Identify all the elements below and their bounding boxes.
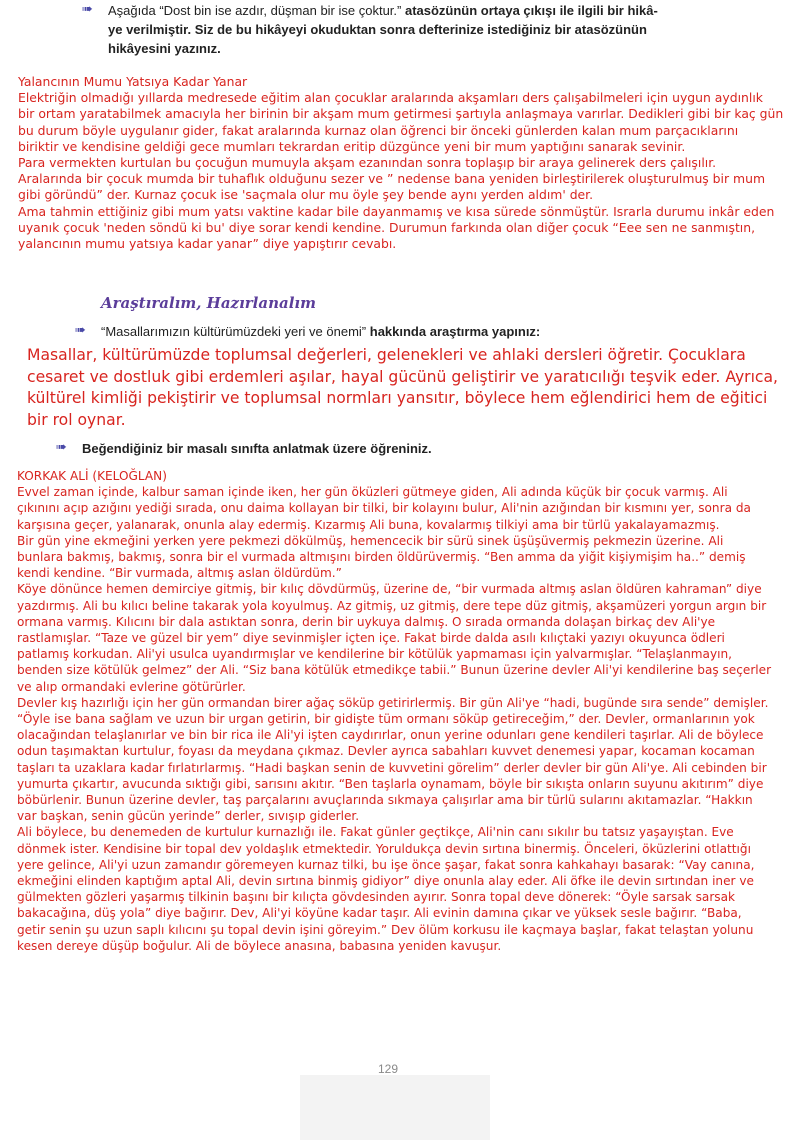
section-heading: Araştıralım, Hazırlanalım (101, 294, 316, 312)
story-2-line: Devler kış hazırlığı için her gün ormandan birer ağaç söküp getirirlermiş. Bir gün Ali'ye “hadi, bugünde sıra sende” demişler. (17, 695, 769, 710)
story-2-line: çıkınını açıp azığını yediği sırada, onu daima kollayan bir tilki, bir kolayını bulur, Ali'nin azığından bir kısmını yer, sonra da (17, 501, 751, 516)
story-1-line: Elektriğin olmadığı yıllarda medresede eğitim alan çocuklar aralarında akşamları ders çalışabilmeleri için uygun aydınlık (18, 90, 763, 106)
story-1-line: gibi göründü” der. Kurnaz çocuk ise 'saçmala olur mu öyle şey bende aynı yerden aldım' der. (18, 187, 594, 203)
story-2-line: Köye dönünce hemen demirciye gitmiş, bir kılıç dövdürmüş, üzerine de, “bir vurmada altmış aslan öldüren kahraman” diye (17, 582, 762, 597)
instruction-2 (101, 322, 540, 341)
story-2-line: kendi kendine. “Bir vurmada, altmış aslan öldürdüm.” (17, 566, 342, 581)
instruction-3: Beğendiğiniz bir masalı sınıfta anlatmak üzere öğreniniz. (82, 441, 432, 456)
story-2-line: “Öyle ise bana sağlam ve uzun bir urgan getirin, bir gidişte tüm ormanı söküp getireceğim,” der. Devler, ormanlarının yok (17, 712, 755, 727)
story-1-body (18, 90, 783, 252)
story-1-line: uyanık çocuk 'neden söndü ki bu' diye sorar kendi kendine. Durumun farkında olan diğer çocuk “Eee sen ne sanmıştın, (18, 219, 756, 235)
page-number: 129 (378, 1062, 399, 1076)
instruction-1-line: hikâyesini yazınız. (108, 41, 221, 56)
story-2-line: patlamış korkudan. Ali'yi usulca uyandırmışlar ve kendilerine bir kötülük yapmaması için yalvarmışlar. “Telaşlanmayın, (17, 647, 732, 662)
answer-line: kültürel kimliği pekiştirir ve toplumsal normları yansıtır, böylece hem eğlendirici hem de eğitici (27, 389, 768, 407)
story-1 (18, 74, 783, 252)
answer-2 (27, 345, 778, 431)
story-1-line: Para vermekten kurtulan bu çocuğun mumuyla akşam ezanından sonra toplaşıp bir araya gelinerek ders çalışılır. (18, 155, 717, 171)
story-2-line: olacağından telaşlanırlar ve bin bir rica ile Ali'yi işten caydırırlar, onun yerine odunları gene kendileri taşırlar. Ali de böylece (17, 728, 764, 743)
instruction-2-bold: hakkında araştırma yapınız: (369, 324, 541, 339)
story-2-line: bunlara bakmış, bakmış, sonra bir el vurmada altmışını birden öldürüvermiş. “Ben amma da yiğit kişiymişim ha..” demiş (17, 550, 746, 565)
story-2-line: kesen dereye düşüp boğulur. Ali de böylece anasına, babasına yeniden kavuşur. (17, 938, 502, 953)
story-1-line: bir ortam yaratabilmek amacıyla her birinin bir akşam mum getirmesi şartıyla anlaşmaya varırlar. Dedikleri gibi bir kaç gün (18, 106, 784, 122)
story-1-line: Aralarında bir çocuk mumda bir tuhaflık olduğunu sezer ve ” nedense bana yeniden birleştirilerek oluşturulmuş bir mum (18, 171, 766, 187)
story-2-line: ekmeğini elinden kaptığım aptal Ali, devin sırtına binmiş gidiyor” diye onunla alay eder. Ali öfke ile devin sırtından iner ve (17, 874, 754, 889)
story-2-line: gülmekten gözleri yaşarmış tilkinin başını bir kılıçta gövdesinden ayırır. Sonra topal deve dönerek: “Öyle sarsak sarsak (17, 890, 736, 905)
page-bottom-shade (300, 1075, 490, 1140)
story-2-line: var başkan, senin gücün yerinde” derler, sıvışıp giderler. (17, 809, 360, 824)
answer-line: cesaret ve dostluk gibi erdemleri aşılar, hayal gücünü geliştirir ve yaratıcılığı teşvik eder. Ayrıca, (27, 367, 778, 386)
story-2-line: dönmek ister. Kendisine bir topal dev yoldaşlık etmektedir. Yoruldukça devin sırtına binermiş. Önceleri, öküzlerini otlattığı (17, 841, 751, 856)
story-2-title: KORKAK ALİ (KELOĞLAN) (17, 469, 167, 483)
story-2-line: yazdırmış. Ali bu kılıcı beline takarak yola koyulmuş. Az gitmiş, uz gitmiş, dere tepe düz gitmiş, akşamüzeri yorgun argın bir (17, 598, 767, 613)
story-1-line: biriktir ve kendisine geldiği gece mumları tekrardan eritip düzgünce yeni bir mum yaptığını sanarak sevinir. (18, 138, 686, 154)
arrow-icon: ➠ (82, 2, 93, 17)
answer-line: bir rol oynar. (27, 410, 126, 429)
story-2-body (17, 484, 771, 954)
story-2-line: yumurta çıkartır, avucunda sıktığı gibi, sarısını akıtır. “Ben taşlarla oynamam, böyle bir sıkışta onların suyunu akıtırım” diye (17, 776, 764, 791)
arrow-icon: ➠ (56, 440, 67, 455)
story-1-title: Yalancının Mumu Yatsıya Kadar Yanar (18, 74, 248, 89)
story-2-line: odun taşımaktan kurtulur, foyası da meydana çıkmaz. Devler ayrıca sabahları kuvvet denemesi yapar, kocaman kocaman (17, 744, 755, 759)
story-2-line: ve alıp ormandaki evlerine götürürler. (17, 679, 246, 694)
instruction-2-text: “Masallarımızın kültürümüzdeki yeri ve önemi” (101, 324, 370, 339)
instruction-1 (108, 1, 658, 58)
story-2-line: yere gelince, Ali'yi uzun zamandır göremeyen kurnaz tilki, bu işe önce şaşar, fakat sonra kahkahayı basarak: “Vay canına, (17, 857, 755, 872)
arrow-icon: ➠ (75, 323, 86, 338)
story-2-line: rastlamışlar. “Taze ve güzel bir yem” diye sevinmişler içten içe. Fakat birde dalda asılı kılıçtaki yazıyı okuyunca ödleri (17, 631, 725, 646)
story-1-line: yalancının mumu yatsıya kadar yanar” diye yapıştırır cevabı. (18, 236, 397, 252)
story-2-line: taşları ta uzaklara kadar fırlatırlarmış. “Hadi başkan senin de kuvvetini görelim” derler devler bir gün Ali'ye. Ali cebinden bir (17, 760, 767, 775)
story-2-line: bakacağına, düş yola” diye bağırır. Dev, Ali'yi köyüne kadar taşır. Ali evinin damına çıkar ve yüksek sesle bağırır. “Baba, (17, 906, 742, 921)
story-2 (17, 468, 771, 954)
story-2-line: ormana varmış. Kılıcını bir dala astıktan sonra, derin bir uykuya dalmış. O sırada ormanda dolaşan birkaç dev Ali'ye (17, 614, 716, 629)
story-2-line: benden size kötülük gelmez” der Ali. “Siz bana kötülük etmedikçe tabii.” Bunun üzerine devler Ali'yi kendilerine baş seçerler (17, 663, 772, 678)
story-2-line: böbürlenir. Bunun üzerine devler, taş parçalarını avuçlarında sıkmaya çalışırlar ama bir türlü sularını akıtamazlar. “Hakkın (17, 793, 753, 808)
story-2-line: karşısına geçer, yalanarak, onunla alay edermiş. Kızarmış Ali buna, kovalarmış tilkiyi ama bir türlü yakalayamazmış. (17, 517, 720, 532)
story-2-line: getir senin şu uzun saplı kılıcını şu topal devin işini göreyim.” Dev ölüm korkusu ile kaçmaya başlar, fakat telaştan yolunu (17, 922, 754, 937)
story-2-line: Ali böylece, bu denemeden de kurtulur kurnazlığı ile. Fakat günler geçtikçe, Ali'nin canı sıkılır bu tatsız yaşayıştan. Eve (17, 825, 734, 840)
story-2-line: Bir gün yine ekmeğini yerken yere pekmezi dökülmüş, hemencecik bir sürü sinek üşüşüvermiş pekmezin üzerine. Ali (17, 533, 724, 548)
story-2-line: Evvel zaman içinde, kalbur saman içinde iken, her gün öküzleri gütmeye giden, Ali adında küçük bir çocuk varmış. Ali (17, 485, 728, 500)
story-1-line: bu durum böyle uygulanır gider, fakat aralarında kurnaz olan öğrenci bir önceki günlerden kalan mum parçacıklarını (18, 122, 739, 138)
answer-line: Masallar, kültürümüzde toplumsal değerleri, gelenekleri ve ahlaki dersleri öğretir. Çocuklara (27, 346, 746, 364)
instruction-1-line: ye verilmiştir. Siz de bu hikâyeyi okuduktan sonra defterinize istediğiniz bir atasözünün (108, 22, 647, 37)
story-1-line: Ama tahmin ettiğiniz gibi mum yatsı vaktine kadar bile dayanmamış ve kısa sürede sönmüştür. Israrla durumu inkâr eden (18, 203, 775, 219)
instruction-1-line: Aşağıda “Dost bin ise azdır, düşman bir ise çoktur.” atasözünün ortaya çıkışı ile ilgili bir hikâ- (108, 3, 658, 18)
